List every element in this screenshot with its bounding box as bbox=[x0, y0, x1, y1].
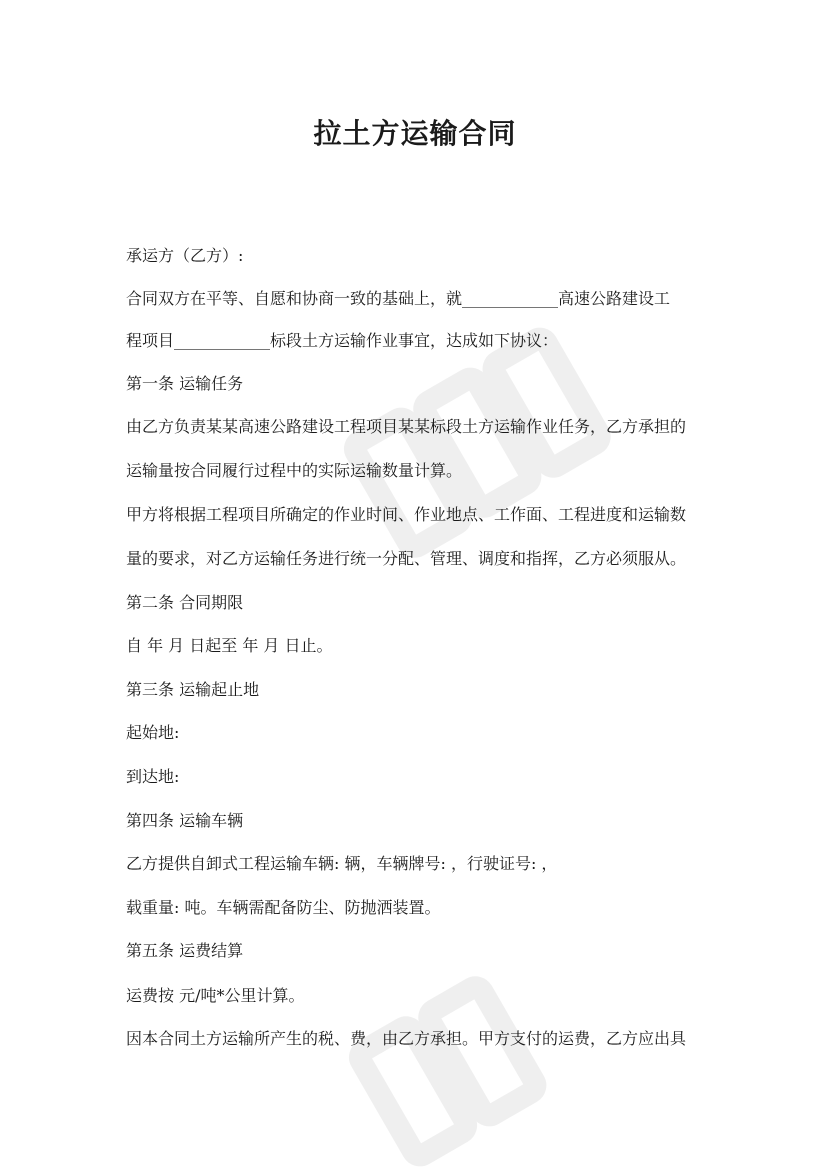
article-1-text-line-1: 由乙方负责某某高速公路建设工程项目某某标段土方运输作业任务，乙方承担的 bbox=[126, 417, 687, 436]
article-2-heading: 第二条 合同期限 bbox=[126, 593, 244, 612]
freight-rate-line: 运费按 元/吨*公里计算。 bbox=[126, 986, 305, 1005]
article-1-text-line-2: 运输量按合同履行过程中的实际运输数量计算。 bbox=[126, 461, 463, 480]
destination-line: 到达地: bbox=[126, 767, 180, 786]
document-title: 拉土方运输合同 bbox=[313, 117, 517, 150]
party-b-line: 承运方（乙方）: bbox=[126, 246, 244, 265]
article-4-heading: 第四条 运输车辆 bbox=[126, 811, 244, 830]
article-3-heading: 第三条 运输起止地 bbox=[126, 680, 260, 699]
origin-line: 起始地: bbox=[126, 723, 180, 742]
intro-paragraph-line-1: 合同双方在平等、自愿和协商一致的基础上，就____________高速公路建设工 bbox=[126, 289, 671, 308]
article-1-text-line-4: 量的要求，对乙方运输任务进行统一分配、管理、调度和指挥，乙方必须服从。 bbox=[126, 549, 687, 568]
article-5-heading: 第五条 运费结算 bbox=[126, 941, 244, 960]
article-1-heading: 第一条 运输任务 bbox=[126, 374, 244, 393]
contract-period-line: 自 年 月 日起至 年 月 日止。 bbox=[126, 636, 333, 655]
tax-line: 因本合同土方运输所产生的税、费，由乙方承担。甲方支付的运费，乙方应出具 bbox=[126, 1029, 687, 1048]
article-1-text-line-3: 甲方将根据工程项目所确定的作业时间、作业地点、工作面、工程进度和运输数 bbox=[126, 505, 687, 524]
vehicle-line-2: 载重量: 吨。车辆需配备防尘、防抛洒装置。 bbox=[126, 898, 441, 917]
vehicle-line-1: 乙方提供自卸式工程运输车辆: 辆，车辆牌号: ，行驶证号: ， bbox=[126, 854, 558, 873]
intro-paragraph-line-2: 程项目____________标段土方运输作业事宜，达成如下协议： bbox=[126, 331, 559, 350]
